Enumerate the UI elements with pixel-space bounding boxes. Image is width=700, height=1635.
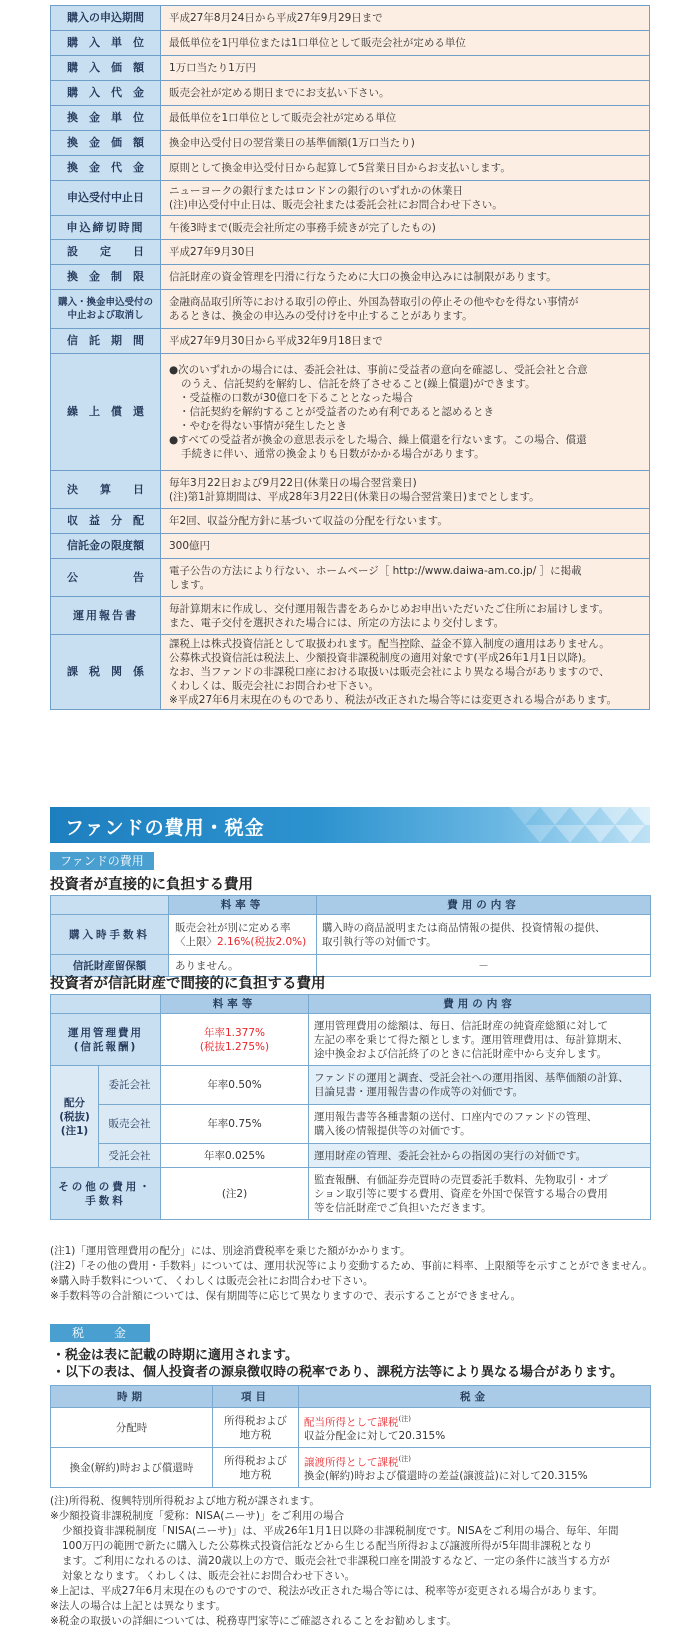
terms-value-line: 毎年3月22日および9月22日(休業日の場合翌営業日) — [169, 476, 417, 489]
terms-value-line: 販売会社が定める期日までにお支払い下さい。 — [169, 87, 390, 99]
section-title: ファンドの費用・税金 — [65, 817, 265, 839]
terms-row — [51, 6, 650, 31]
terms-value-line: 信託財産の資金管理を円滑に行なうために大口の換金申込みには制限があります。 — [169, 271, 557, 283]
other-fee-desc-line: ション取引等に要する費用、資産を外国で保管する場合の費用 — [314, 1187, 608, 1200]
terms-value — [161, 329, 650, 354]
direct-col-desc: 費用の内容 — [317, 896, 651, 915]
terms-value — [161, 509, 650, 534]
terms-row — [51, 106, 650, 131]
tax-note: ※少額投資非課税制度「愛称：NISA(ニーサ)」をご利用の場合 — [50, 1510, 344, 1522]
terms-value — [161, 265, 650, 290]
management-fee-rate-excl: (税抜1.275%) — [199, 1040, 270, 1053]
split-label-line: (注1) — [60, 1124, 89, 1137]
consignor-desc-line: 目論見書・運用報告書の作成等の対価です。 — [314, 1086, 524, 1098]
retention-fee-desc: － — [317, 955, 651, 977]
terms-label: 換 金 代 金 — [51, 156, 161, 181]
terms-label: 換 金 価 額 — [51, 131, 161, 156]
consignor-label: 委託会社 — [99, 1066, 161, 1105]
tax-note-mark: (注) — [398, 1454, 411, 1463]
tax-row-distribution — [51, 1408, 651, 1448]
terms-value — [161, 354, 650, 471]
other-fee-label-line: 手数料 — [85, 1194, 126, 1207]
trustee-rate: 年率0.025% — [161, 1144, 309, 1168]
terms-label: 申込受付中止日 — [51, 181, 161, 216]
terms-value-line: なお、当ファンドの非課税口座における取扱いは販売会社により異なる場合がありますので、 — [169, 666, 610, 678]
tax-note: 対象となります。くわしくは、販売会社にお問合わせ下さい。 — [62, 1570, 356, 1582]
management-fee-desc-line: 途中換金および信託終了のときに信託財産中から支弁します。 — [314, 1047, 608, 1060]
consignor-fee-row — [51, 1066, 651, 1105]
terms-label: 購 入 単 位 — [51, 31, 161, 56]
distributor-desc-line: 購入後の情報提供等の対価です。 — [314, 1125, 471, 1137]
terms-row — [51, 559, 650, 597]
direct-col-rate: 料率等 — [169, 896, 317, 915]
terms-row — [51, 329, 650, 354]
terms-value-line: 公募株式投資信託は税法上、少額投資非課税制度の適用対象です(平成26年1月1日以降)。 — [169, 652, 593, 664]
tax-row-redemption — [51, 1448, 651, 1488]
consignor-rate: 年率0.50% — [161, 1066, 309, 1105]
tax-item — [213, 1408, 299, 1448]
tax-label: 税 金 — [50, 1324, 150, 1342]
trustee-fee-row — [51, 1144, 651, 1168]
tax-note: (注)所得税、復興特別所得税および地方税が課されます。 — [50, 1495, 320, 1507]
distributor-desc-line: 運用報告書等各種書類の送付、口座内でのファンドの管理、 — [314, 1111, 598, 1123]
other-fee-desc-line: 監査報酬、有価証券売買時の売買委託手数料、先物取引・オプ — [314, 1173, 608, 1186]
tax-rate-line: 収益分配金に対して20.315% — [304, 1430, 446, 1443]
distributor-rate: 年率0.75% — [161, 1105, 309, 1144]
fees-label: ファンドの費用 — [50, 852, 154, 870]
tax-item-line: 所得税および — [224, 1414, 287, 1427]
split-label-line: 配分 — [64, 1096, 85, 1109]
terms-value — [161, 156, 650, 181]
tax-type: 配当所得として課税 — [304, 1416, 399, 1429]
management-fee-desc — [309, 1014, 651, 1066]
tax-detail — [299, 1408, 651, 1448]
terms-row — [51, 534, 650, 559]
terms-value-line: ニューヨークの銀行またはロンドンの銀行のいずれかの休業日 — [169, 185, 463, 197]
terms-value — [161, 559, 650, 597]
terms-row — [51, 131, 650, 156]
terms-label: 収 益 分 配 — [51, 509, 161, 534]
terms-value-line: します。 — [169, 578, 211, 591]
fee-note: (注2)「その他の費用・手数料」については、運用状況等により変動するため、事前に料率、上限額等を示すことができません。 — [50, 1260, 653, 1272]
terms-value — [161, 81, 650, 106]
terms-value-line: 最低単位を1円単位または1口単位として販売会社が定める単位 — [169, 37, 466, 49]
tax-note: 少額投資非課税制度「NISA(ニーサ)」は、平成26年1月1日以降の非課税制度です。NISAをご利用の場合、毎年、年間 — [62, 1525, 619, 1537]
terms-value-line: 電子公告の方法により行ない、ホームページ［ http://www.daiwa-am.co.jp/ ］に掲載 — [169, 564, 582, 577]
fee-note: (注1)「運用管理費用の配分」には、別途消費税率を乗じた額がかかります。 — [50, 1245, 411, 1257]
other-fee-row — [51, 1168, 651, 1220]
terms-value — [161, 240, 650, 265]
terms-label: 信託金の限度額 — [51, 534, 161, 559]
terms-value-line: ※平成27年6月末現在のものであり、税法が改正された場合等には変更される場合があります。 — [169, 694, 617, 706]
purchase-fee-rate-line1: 販売会社が別に定める率 — [175, 921, 291, 934]
tax-note: ます。ご利用になれるのは、満20歳以上の方で、販売会社で非課税口座を開設するなど、一定の条件に該当する方が — [62, 1555, 610, 1567]
terms-row — [51, 509, 650, 534]
split-label-line: (税抜) — [59, 1110, 90, 1123]
tax-note-mark: (注) — [398, 1414, 411, 1423]
terms-value-line: ・信託契約を解約することが受益者のため有利であると認めるとき — [179, 406, 494, 418]
terms-value-line: くわしくは、販売会社にお問合わせ下さい。 — [169, 680, 379, 692]
purchase-fee-cap-value: 2.16%(税抜2.0%) — [217, 935, 307, 948]
tax-note: ※法人の場合は上記とは異なります。 — [50, 1600, 226, 1612]
distributor-label: 販売会社 — [99, 1105, 161, 1144]
fund-terms-table — [50, 5, 650, 710]
indirect-fees-heading: 投資者が信託財産で間接的に負担する費用 — [50, 976, 326, 992]
terms-row — [51, 181, 650, 216]
tax-notes — [50, 1494, 660, 1629]
indirect-col-desc: 費用の内容 — [309, 995, 651, 1014]
distributor-desc — [309, 1105, 651, 1144]
terms-value-line: 金融商品取引所等における取引の停止、外国為替取引の停止その他やむを得ない事情が — [169, 296, 579, 308]
tax-time: 換金(解約)時および償還時 — [51, 1448, 213, 1488]
purchase-fee-desc-line: 取引執行等の対価です。 — [322, 935, 437, 948]
terms-label: 換 金 単 位 — [51, 106, 161, 131]
tax-bullets — [52, 1347, 623, 1381]
terms-row — [51, 290, 650, 329]
terms-row — [51, 354, 650, 471]
terms-label: 申込締切時間 — [51, 216, 161, 240]
purchase-fee-desc-line: 購入時の商品説明または商品情報の提供、投資情報の提供、 — [322, 921, 606, 934]
management-fee-rate — [161, 1014, 309, 1066]
terms-label: 信 託 期 間 — [51, 329, 161, 354]
other-fee-label — [51, 1168, 161, 1220]
consignor-desc — [309, 1066, 651, 1105]
terms-value — [161, 31, 650, 56]
management-fee-desc-line: 運用管理費用の総額は、毎日、信託財産の純資産総額に対して — [314, 1019, 608, 1032]
trustee-desc-line: 運用財産の管理、委託会社からの指図の実行の対価です。 — [314, 1149, 587, 1162]
distributor-fee-row — [51, 1105, 651, 1144]
terms-value-line: 換金申込受付日の翌営業日の基準価額(1万口当たり) — [169, 137, 415, 149]
management-fee-label-line: (信託報酬) — [73, 1040, 138, 1053]
terms-row — [51, 240, 650, 265]
terms-value-line: 課税上は株式投資信託として取扱われます。配当控除、益金不算入制度の適用はありません。 — [169, 638, 610, 650]
terms-label: 購 入 価 額 — [51, 56, 161, 81]
terms-row — [51, 31, 650, 56]
fee-note: ※購入時手数料について、くわしくは販売会社にお問合わせ下さい。 — [50, 1275, 374, 1287]
terms-value — [161, 290, 650, 329]
trustee-desc — [309, 1144, 651, 1168]
purchase-fee-label: 購入時手数料 — [51, 915, 169, 955]
terms-value-line: のうえ、信託契約を解約し、信託を終了させること(繰上償還)ができます。 — [181, 378, 536, 390]
terms-value — [161, 131, 650, 156]
terms-label: 購 入 代 金 — [51, 81, 161, 106]
tax-col-tax: 税金 — [299, 1386, 651, 1408]
terms-value-line: 年2回、収益分配方針に基づいて収益の分配を行ないます。 — [169, 515, 448, 527]
direct-fees-heading: 投資者が直接的に負担する費用 — [50, 877, 253, 893]
terms-value-line: 午後3時まで(販売会社所定の事務手続きが完了したもの) — [169, 221, 436, 234]
terms-label: 課 税 関 係 — [51, 635, 161, 710]
terms-value — [161, 471, 650, 509]
terms-value-line: 最低単位を1口単位として販売会社が定める単位 — [169, 112, 397, 124]
management-fee-desc-line: 左記の率を乗じて得た額とします。運用管理費用は、毎計算期末、 — [314, 1033, 629, 1046]
tax-time: 分配時 — [51, 1408, 213, 1448]
terms-row — [51, 635, 650, 710]
tax-bullet: ・以下の表は、個人投資者の源泉徴収時の税率であり、課税方法等により異なる場合があります。 — [52, 1365, 623, 1380]
tax-detail — [299, 1448, 651, 1488]
terms-value-line: (注)申込受付中止日は、販売会社または委託会社にお問合わせ下さい。 — [169, 199, 503, 211]
trustee-label: 受託会社 — [99, 1144, 161, 1168]
terms-value-line: 平成27年8月24日から平成27年9月29日まで — [169, 12, 383, 24]
terms-value-line: 毎計算期末に作成し、交付運用報告書をあらかじめお申出いただいたご住所にお届けします。 — [169, 602, 610, 615]
management-fee-label-line: 運用管理費用 — [68, 1026, 143, 1039]
terms-value-line: ●すべての受益者が換金の意思表示をした場合、繰上償還を行ないます。この場合、償還 — [169, 434, 587, 446]
other-fee-desc — [309, 1168, 651, 1220]
terms-value-line: また、電子交付を選択された場合には、所定の方法により交付します。 — [169, 616, 505, 629]
terms-row — [51, 156, 650, 181]
terms-value-line: ・受益権の口数が30億口を下ることとなった場合 — [179, 392, 413, 404]
consignor-desc-line: ファンドの運用と調査、受託会社への運用指図、基準価額の計算、 — [314, 1072, 629, 1084]
terms-value-line: 300億円 — [169, 540, 211, 552]
direct-fees-table — [50, 895, 651, 977]
fee-notes — [50, 1244, 660, 1304]
purchase-fee-rate — [169, 915, 317, 955]
other-fee-rate: (注2) — [161, 1168, 309, 1220]
terms-value-line: ●次のいずれかの場合には、委託会社は、事前に受益者の意向を確認し、受託会社と合意 — [169, 364, 588, 376]
terms-value — [161, 56, 650, 81]
terms-label: 設 定 日 — [51, 240, 161, 265]
terms-value-line: 1万口当たり1万円 — [169, 62, 256, 74]
tax-note: 100万円の範囲で新たに購入した公募株式投資信託などから生じる配当所得および譲渡所得が5年間非課税となり — [62, 1540, 593, 1552]
section-banner — [50, 807, 650, 843]
tax-bullet: ・税金は表に記載の時期に適用されます。 — [52, 1348, 298, 1363]
terms-value — [161, 6, 650, 31]
terms-label: 購入・換金申込受付の中止および取消し — [51, 290, 161, 329]
terms-row — [51, 265, 650, 290]
terms-value — [161, 635, 650, 710]
terms-value — [161, 534, 650, 559]
other-fee-desc-line: 等を信託財産でご負担いただきます。 — [314, 1201, 492, 1214]
tax-col-time: 時期 — [51, 1386, 213, 1408]
terms-value-line: あるときは、換金の申込みの受付けを中止することがあります。 — [169, 310, 473, 322]
terms-row — [51, 81, 650, 106]
indirect-col-rate: 料率等 — [161, 995, 309, 1014]
management-fee-label — [51, 1014, 161, 1066]
split-label — [51, 1066, 99, 1168]
terms-row — [51, 216, 650, 240]
tax-type: 譲渡所得として課税 — [304, 1456, 399, 1469]
terms-value — [161, 597, 650, 635]
terms-value-line: 原則として換金申込受付日から起算して5営業日目からお支払いします。 — [169, 162, 511, 174]
terms-value — [161, 181, 650, 216]
terms-label: 決 算 日 — [51, 471, 161, 509]
indirect-corner-cell — [51, 995, 161, 1014]
purchase-fee-cap-label: 〈上限〉 — [175, 935, 217, 948]
purchase-fee-row — [51, 915, 651, 955]
terms-value-line: 平成27年9月30日 — [169, 246, 255, 258]
direct-corner-cell — [51, 896, 169, 915]
fee-note: ※手数料等の合計額については、保有期間等に応じて異なりますので、表示することができません。 — [50, 1290, 522, 1302]
terms-row — [51, 597, 650, 635]
terms-row — [51, 471, 650, 509]
tax-rate-line: 換金(解約)時および償還時の差益(譲渡益)に対して20.315% — [304, 1470, 588, 1483]
terms-label: 購入の申込期間 — [51, 6, 161, 31]
terms-label: 換 金 制 限 — [51, 265, 161, 290]
tax-note: ※上記は、平成27年6月末現在のものですので、税法が改正された場合等には、税率等が変更される場合があります。 — [50, 1585, 603, 1597]
purchase-fee-desc — [317, 915, 651, 955]
terms-value-line: (注)第1計算期間は、平成28年3月22日(休業日の場合翌営業日)までとします。 — [169, 490, 540, 503]
other-fee-label-line: その他の費用・ — [58, 1180, 153, 1193]
tax-item — [213, 1448, 299, 1488]
indirect-fees-table — [50, 994, 651, 1220]
terms-value-line: 手続きに伴い、通常の換金よりも日数がかかる場合があります。 — [181, 448, 485, 460]
terms-value — [161, 106, 650, 131]
terms-label: 公 告 — [51, 559, 161, 597]
tax-item-line: 地方税 — [239, 1428, 272, 1441]
retention-fee-label: 信託財産留保額 — [51, 955, 169, 977]
tax-col-item: 項目 — [213, 1386, 299, 1408]
tax-item-line: 地方税 — [239, 1468, 272, 1481]
management-fee-row — [51, 1014, 651, 1066]
retention-fee-rate: ありません。 — [169, 955, 317, 977]
terms-label: 運用報告書 — [51, 597, 161, 635]
terms-value-line: 平成27年9月30日から平成32年9月18日まで — [169, 335, 383, 347]
terms-row — [51, 56, 650, 81]
tax-table — [50, 1385, 651, 1488]
tax-item-line: 所得税および — [224, 1454, 287, 1467]
terms-value-line: ・やむを得ない事情が発生したとき — [179, 420, 347, 432]
tax-note: ※税金の取扱いの詳細については、税務専門家等にご確認されることをお勧めします。 — [50, 1615, 457, 1627]
terms-label: 繰 上 償 還 — [51, 354, 161, 471]
terms-value — [161, 216, 650, 240]
management-fee-rate-value: 年率1.377% — [203, 1026, 266, 1039]
banner-pattern-icon — [490, 807, 650, 843]
